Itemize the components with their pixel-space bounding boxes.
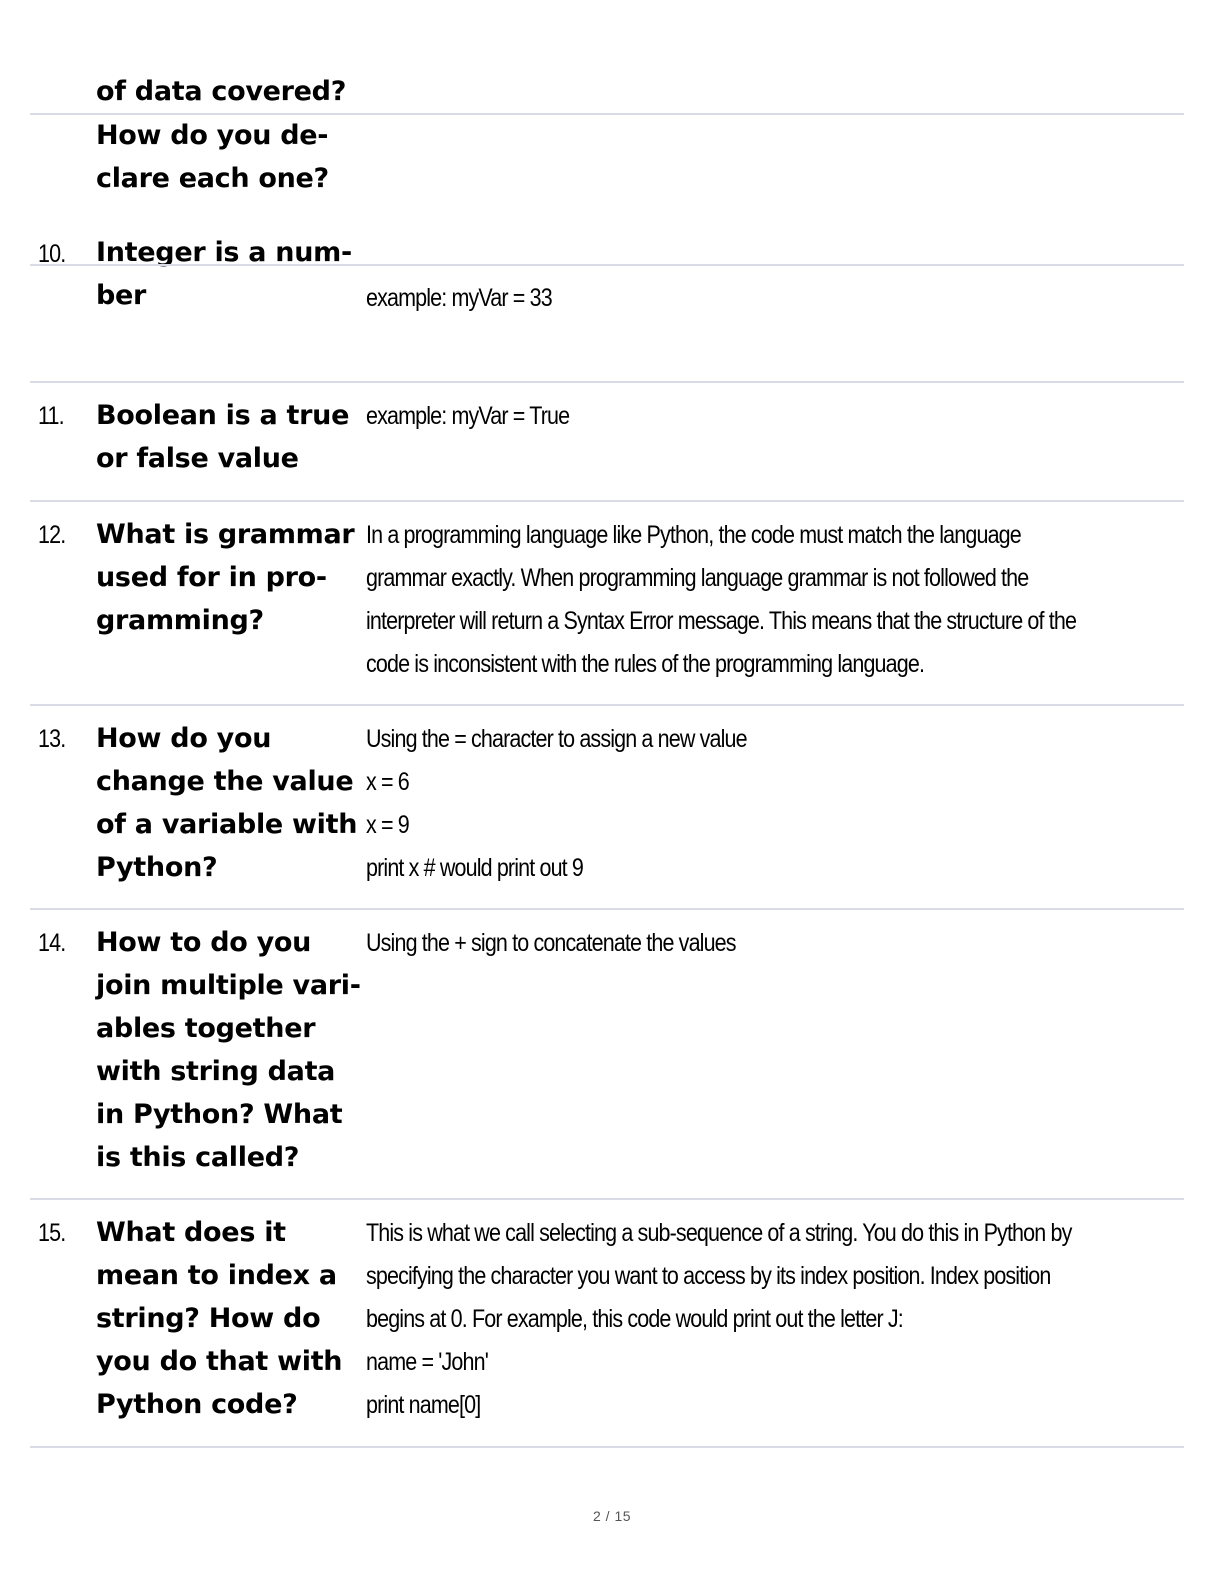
answer-cell <box>366 718 809 890</box>
answer-text: In a programming language like Python, the code must match the language grammar exactly. When programming language grammar is not followed the interpreter will return a Syntax Error message. This means that the structure of the code is inconsistent with the rules of the programming language. <box>366 521 1077 678</box>
answer-text: This is what we call selecting a sub-sequence of a string. You do this in Python by specifying the character you want to access by its index position. Index position begins at 0. For example, this code would print out the letter J: name = 'John' print name[0] <box>366 1219 1072 1419</box>
item-number: 12. <box>38 521 66 549</box>
question-text: What does it mean to index a string? How do you do that with Python code? <box>96 1217 343 1420</box>
row-divider <box>30 500 1184 502</box>
item-number: 14. <box>38 929 66 957</box>
question-cell <box>96 717 357 889</box>
page-number: 2 / 15 <box>592 1508 632 1524</box>
question-text: What is grammar used for in pro- gramming? <box>96 519 355 636</box>
answer-text: example: myVar = 33 <box>366 284 552 312</box>
item-number: 13. <box>38 725 66 753</box>
answer-cell <box>366 1212 1186 1427</box>
item-number: 10. <box>38 240 66 268</box>
answer-text: example: myVar = True <box>366 402 570 430</box>
answer-cell <box>366 922 796 965</box>
question-cell <box>96 1211 342 1426</box>
question-cell <box>96 921 361 1179</box>
continued-question-text: How do you de- clare each one? <box>96 120 329 194</box>
item-number: 15. <box>38 1219 66 1247</box>
question-text: Integer is a num- ber <box>96 237 352 311</box>
answer-text: Using the + sign to concatenate the values <box>366 929 736 957</box>
question-cell <box>96 231 352 317</box>
row-divider <box>30 1446 1184 1448</box>
question-cell <box>96 513 354 642</box>
row-divider <box>30 381 1184 383</box>
continued-question-line <box>96 70 346 113</box>
question-text: Boolean is a true or false value <box>96 400 350 474</box>
answer-cell <box>366 277 582 320</box>
row-divider <box>30 264 1184 266</box>
question-cell <box>96 394 349 480</box>
continued-question-lines <box>96 114 329 200</box>
question-text: How to do you join multiple vari- ables together with string data in Python? What is this called? <box>96 927 361 1173</box>
row-divider <box>30 704 1184 706</box>
continued-question-text: of data covered? <box>96 76 347 107</box>
row-divider <box>30 908 1184 910</box>
item-number: 11. <box>38 402 64 430</box>
row-divider <box>30 1198 1184 1200</box>
answer-cell <box>366 395 602 438</box>
answer-cell <box>366 514 1192 686</box>
question-text: How do you change the value of a variable with Python? <box>96 723 358 883</box>
answer-text: Using the = character to assign a new value x = 6 x = 9 print x # would print out 9 <box>366 725 747 882</box>
